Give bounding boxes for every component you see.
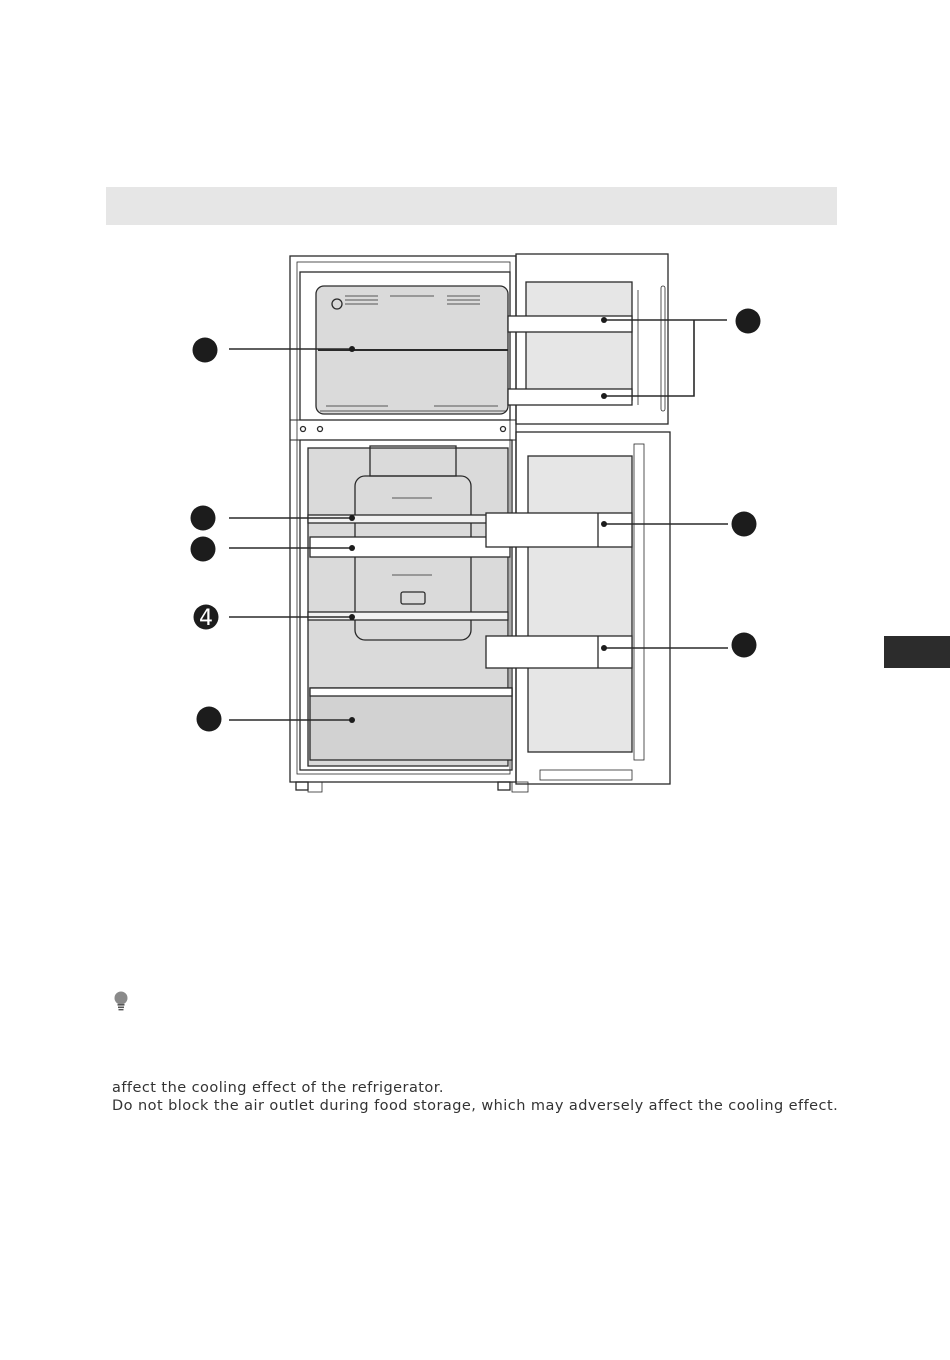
lightbulb-icon <box>112 991 130 1011</box>
callout-marker <box>732 512 757 537</box>
callout-marker <box>736 309 761 334</box>
callout-label: 4 <box>199 606 213 631</box>
callout-marker <box>732 633 757 658</box>
crisper-drawer <box>310 688 512 760</box>
glass-shelf-middle <box>310 537 510 557</box>
callout-marker <box>191 537 216 562</box>
note-line-1: affect the cooling effect of the refrigerator. <box>112 1080 444 1096</box>
callout-marker <box>193 338 218 363</box>
note-line-2: Do not block the air outlet during food storage, which may adversely affect the cooling effect. <box>112 1098 839 1114</box>
callout-marker <box>194 605 219 632</box>
glass-shelf-lower <box>308 612 508 620</box>
glass-shelf-upper <box>308 515 508 523</box>
callout-marker <box>197 707 222 732</box>
callout-marker <box>191 506 216 531</box>
